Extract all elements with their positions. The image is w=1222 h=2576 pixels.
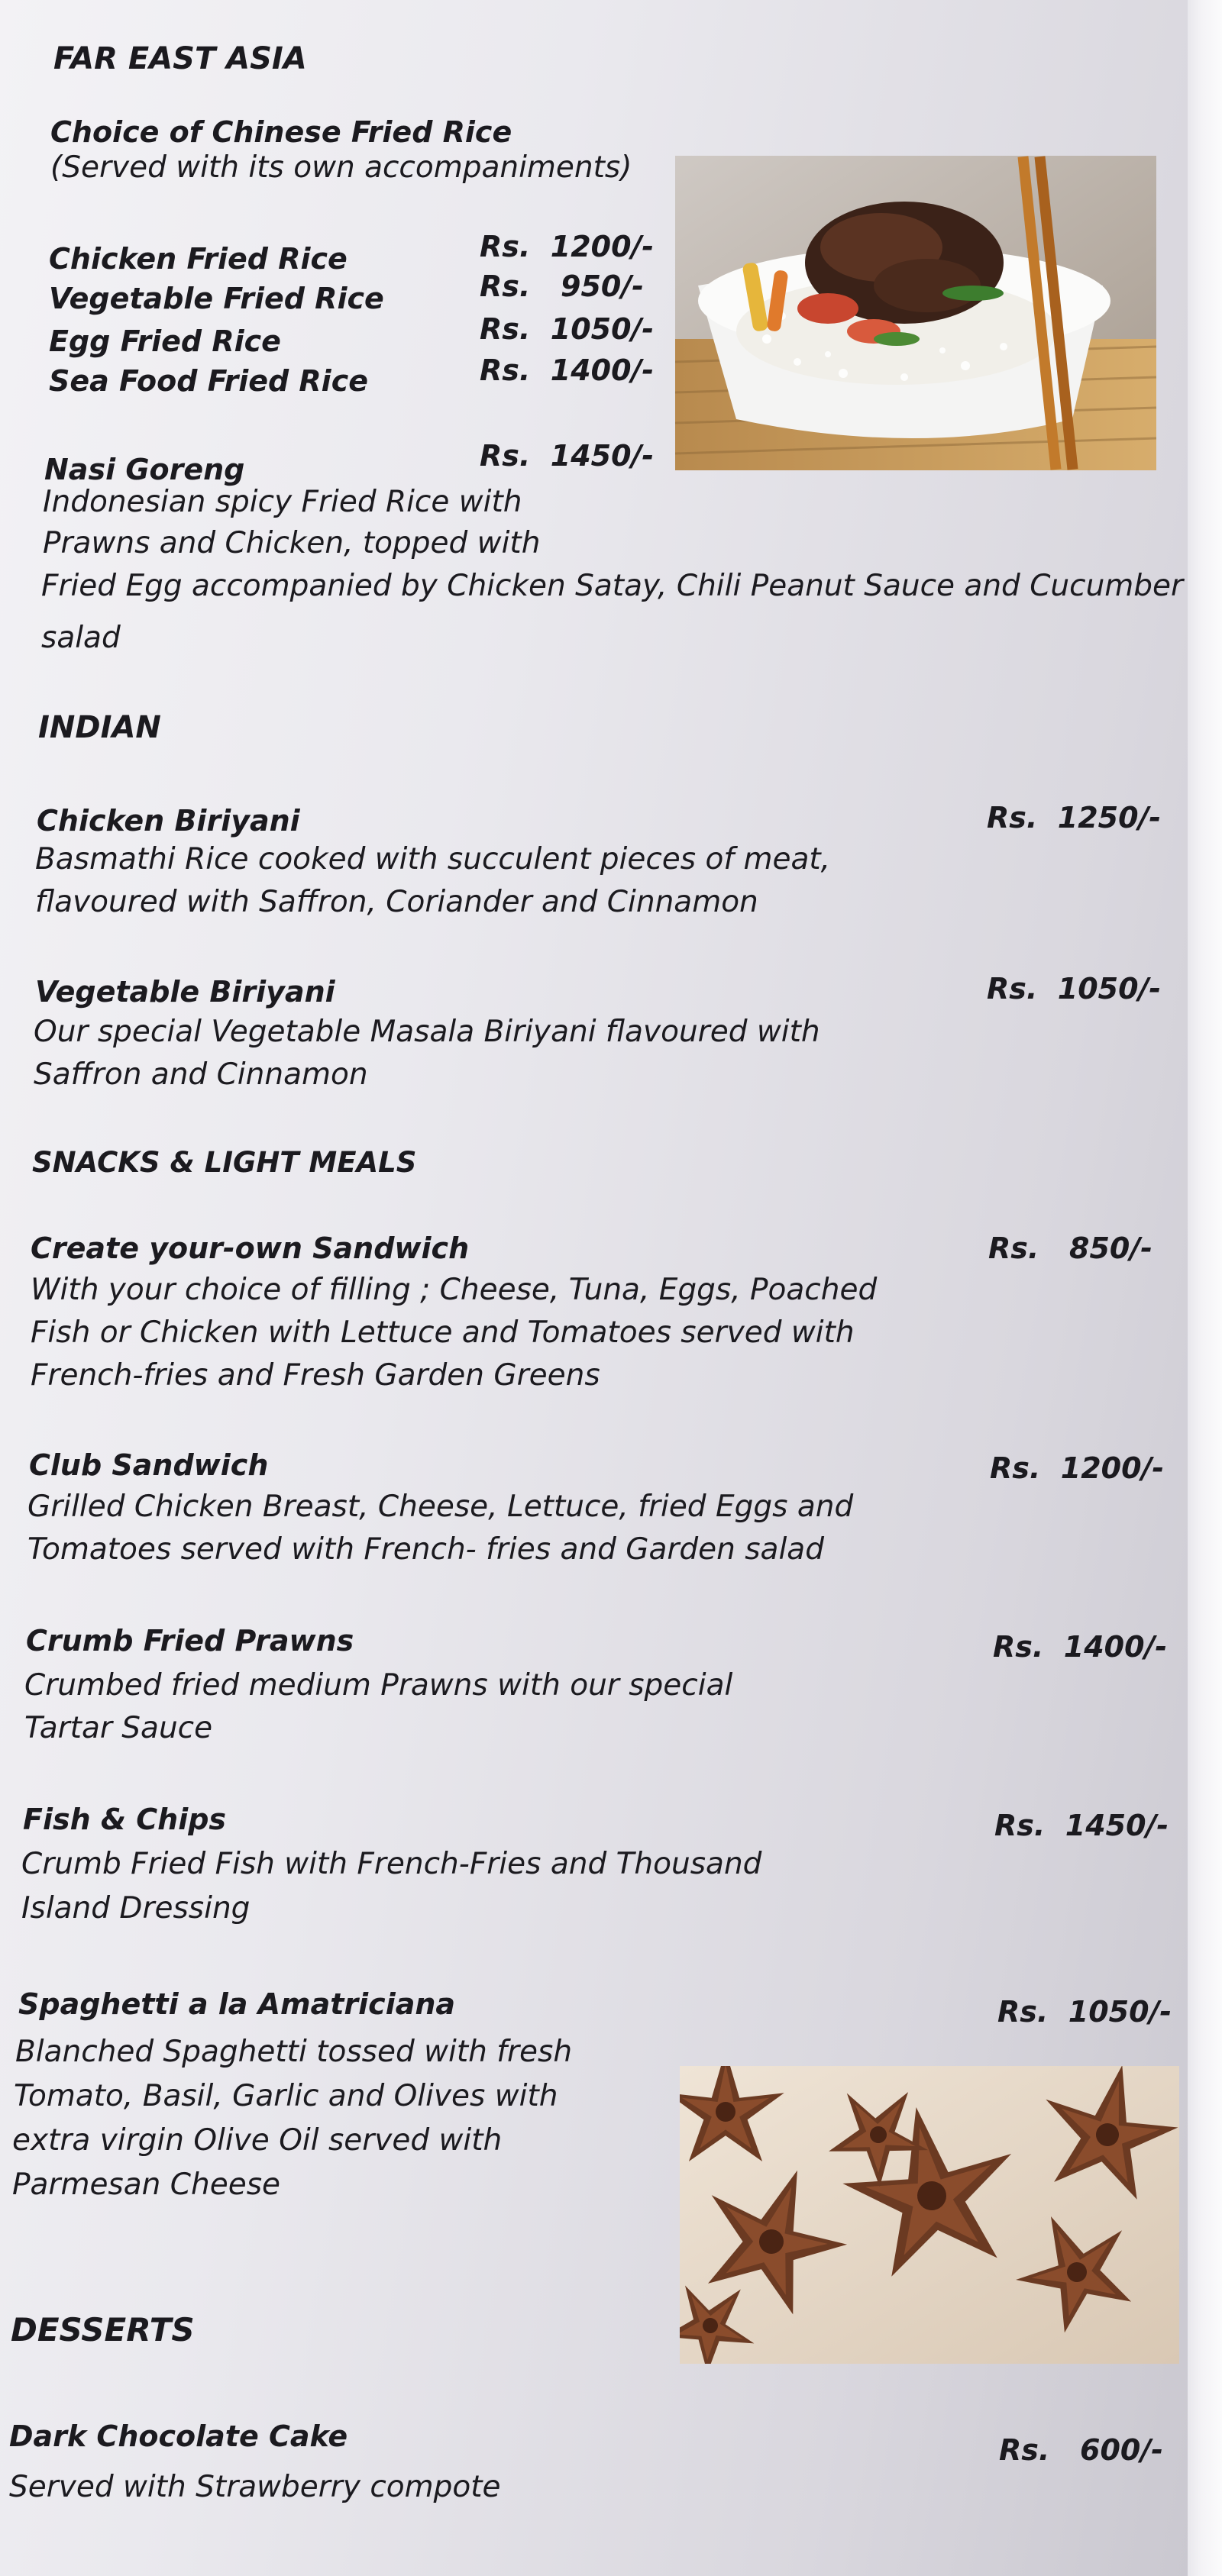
menu-item-price: Rs. 1050/- (987, 972, 1162, 1006)
menu-item-name: Vegetable Biriyani (35, 975, 335, 1009)
menu-item-desc: Tartar Sauce (24, 1711, 213, 1745)
menu-item-desc: Indonesian spicy Fried Rice with (43, 485, 522, 519)
menu-item-price: Rs. 1400/- (993, 1630, 1168, 1664)
menu-item-desc: Served with Strawberry compote (9, 2470, 501, 2504)
menu-item-desc: flavoured with Saffron, Coriander and Cinnamon (35, 885, 758, 919)
menu-item-price: Rs. 600/- (999, 2433, 1163, 2467)
section-heading-desserts: DESSERTS (11, 2311, 195, 2348)
menu-item-name: Egg Fried Rice (49, 324, 281, 358)
section-heading-indian: INDIAN (38, 710, 161, 745)
menu-item-name: Nasi Goreng (44, 453, 245, 486)
menu-item-desc: Fried Egg accompanied by Chicken Satay, Chili Peanut Sauce and Cucumber (41, 569, 1184, 603)
menu-item-price: Rs. 1200/- (990, 1451, 1165, 1485)
menu-item-desc: Basmathi Rice cooked with succulent pieces of meat, (35, 842, 831, 876)
menu-item-name: Crumb Fried Prawns (26, 1624, 354, 1658)
page-edge (1188, 0, 1222, 2576)
menu-item-desc: Our special Vegetable Masala Biriyani flavoured with (34, 1015, 820, 1049)
menu-item-desc: Tomatoes served with French- fries and Garden salad (27, 1532, 824, 1567)
menu-item-price: Rs. 1450/- (994, 1809, 1169, 1842)
menu-item-desc: Grilled Chicken Breast, Cheese, Lettuce, fried Eggs and (27, 1490, 854, 1524)
menu-item-name: Fish & Chips (23, 1803, 227, 1836)
menu-item-desc: extra virgin Olive Oil served with (12, 2123, 503, 2158)
menu-item-desc: Crumb Fried Fish with French-Fries and Thousand (21, 1847, 762, 1881)
menu-item-name: Spaghetti a la Amatriciana (18, 1987, 456, 2021)
fried-rice-photo (675, 156, 1156, 470)
menu-item-desc: Fish or Chicken with Lettuce and Tomatoes served with (31, 1315, 855, 1350)
choice-title: Choice of Chinese Fried Rice (50, 115, 512, 149)
menu-item-desc: Blanched Spaghetti tossed with fresh (15, 2035, 573, 2069)
section-heading-far-east: FAR EAST ASIA (53, 41, 307, 76)
menu-item-name: Club Sandwich (29, 1448, 269, 1482)
menu-item-name: Create your-own Sandwich (31, 1232, 470, 1265)
choice-note: (Served with its own accompaniments) (50, 150, 632, 185)
menu-item-price: Rs. 850/- (988, 1232, 1152, 1265)
menu-item-name: Dark Chocolate Cake (9, 2419, 348, 2453)
section-heading-snacks: SNACKS & LIGHT MEALS (32, 1146, 417, 1179)
menu-item-desc: With your choice of filling ; Cheese, Tuna, Eggs, Poached (31, 1273, 878, 1307)
menu-item-desc: Parmesan Cheese (12, 2168, 281, 2202)
menu-item-price: Rs. 1450/- (480, 439, 655, 473)
star-anise-photo (680, 2066, 1179, 2364)
menu-item-name: Vegetable Fried Rice (49, 282, 384, 315)
menu-item-desc: Saffron and Cinnamon (34, 1057, 368, 1092)
menu-item-price: Rs. 1250/- (987, 801, 1162, 834)
menu-item-desc: salad (41, 621, 121, 655)
menu-item-name: Sea Food Fried Rice (49, 364, 368, 398)
menu-item-price: Rs. 1400/- (480, 353, 655, 387)
menu-item-desc: French-fries and Fresh Garden Greens (31, 1358, 600, 1393)
menu-item-desc: Crumbed fried medium Prawns with our special (24, 1668, 733, 1703)
menu-item-desc: Tomato, Basil, Garlic and Olives with (14, 2079, 558, 2113)
menu-item-price: Rs. 950/- (480, 270, 644, 303)
menu-item-desc: Prawns and Chicken, topped with (43, 526, 541, 560)
menu-item-price: Rs. 1200/- (480, 230, 655, 263)
menu-item-name: Chicken Fried Rice (49, 242, 348, 276)
menu-item-name: Chicken Biriyani (37, 804, 300, 838)
menu-item-price: Rs. 1050/- (997, 1995, 1172, 2029)
menu-item-price: Rs. 1050/- (480, 312, 655, 346)
menu-item-desc: Island Dressing (21, 1891, 251, 1926)
